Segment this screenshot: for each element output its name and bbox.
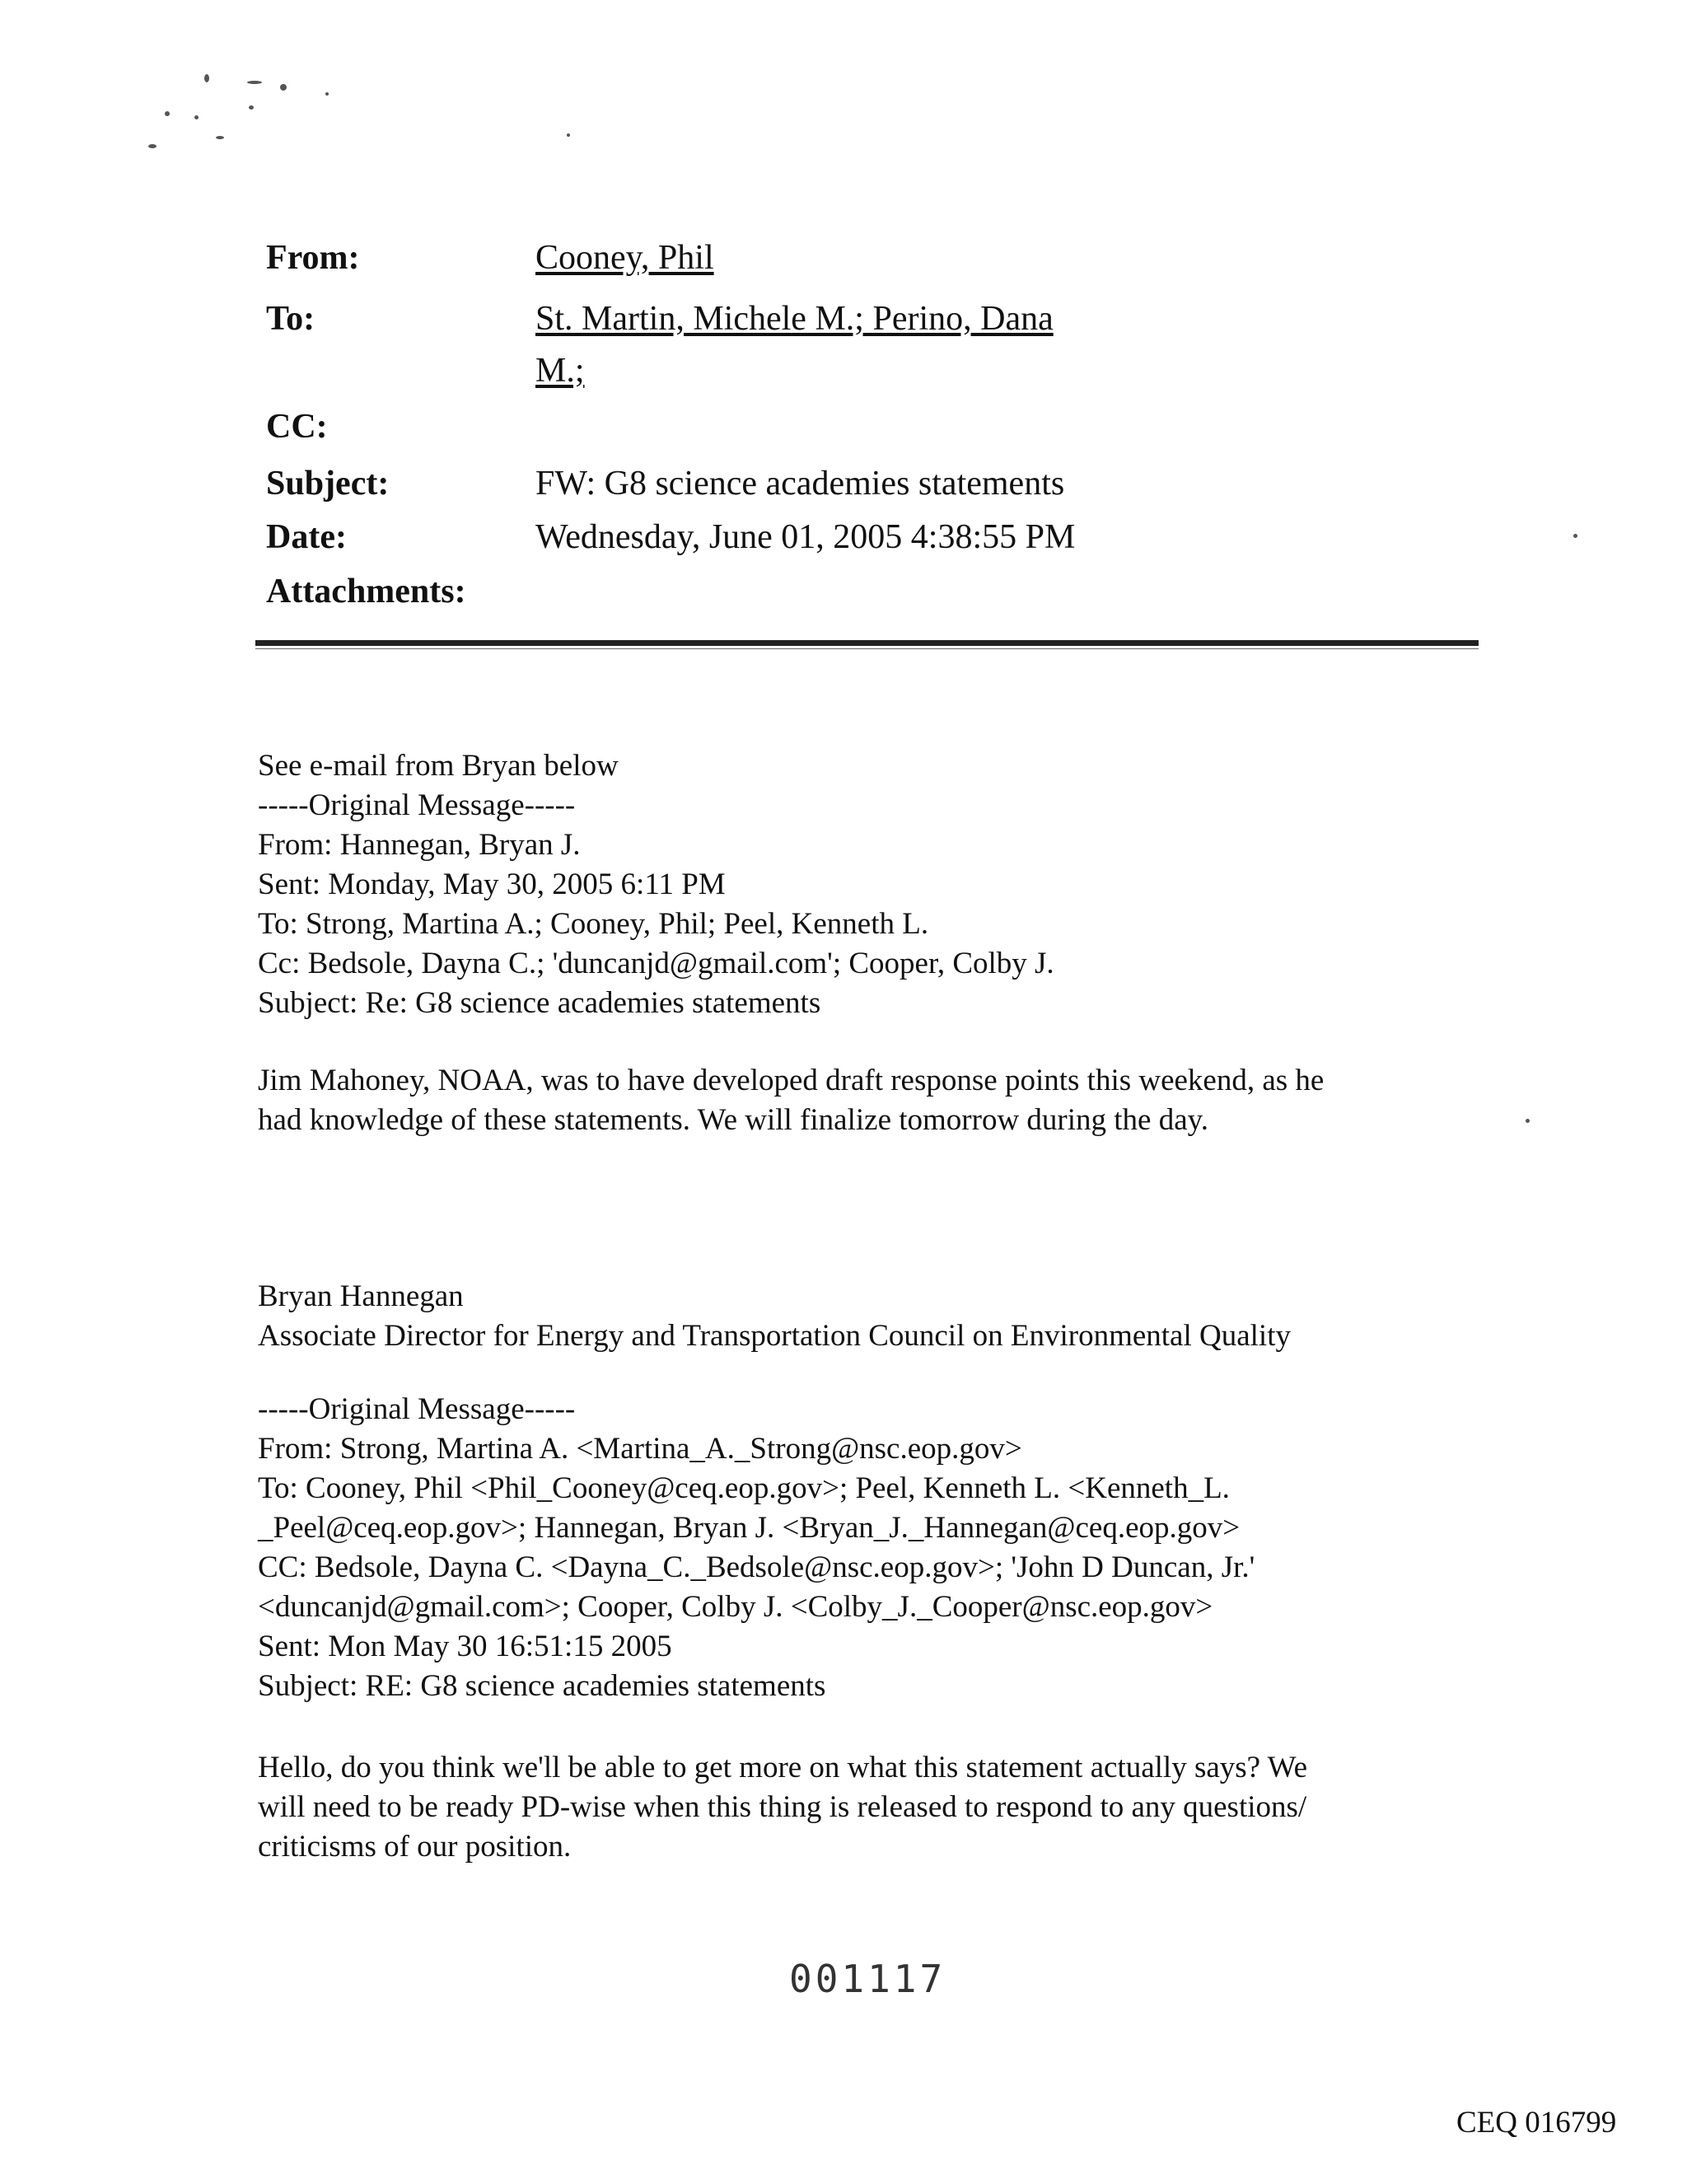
cc-label: CC: [266, 408, 328, 446]
msg2-sent: Sent: Mon May 30 16:51:15 2005 [258, 1630, 672, 1663]
msg2-subject: Subject: RE: G8 science academies statements [258, 1669, 826, 1703]
scan-speck [325, 92, 329, 96]
msg1-subject: Subject: Re: G8 science academies statements [258, 986, 821, 1020]
msg1-from: From: Hannegan, Bryan J. [258, 828, 581, 862]
original-message-2 [258, 1390, 1469, 1706]
page-stamp: 001117 [789, 1957, 946, 2001]
scan-speck [165, 111, 170, 116]
msg1-to: To: Strong, Martina A.; Cooney, Phil; Peel, Kenneth L. [258, 907, 929, 941]
msg1-text-line: Jim Mahoney, NOAA, was to have developed draft response points this weekend, as he [258, 1064, 1325, 1097]
scan-speck [216, 136, 224, 139]
from-label: From: [266, 239, 360, 277]
msg2-text [258, 1748, 1469, 1867]
bates-number: CEQ 016799 [1456, 2106, 1617, 2140]
msg1-cc: Cc: Bedsole, Dayna C.; 'duncanjd@gmail.com'; Cooper, Colby J. [258, 947, 1054, 980]
attachments-label: Attachments: [266, 573, 466, 610]
to-label: To: [266, 300, 315, 338]
scan-speck [249, 105, 254, 110]
msg2-cc-line: <duncanjd@gmail.com>; Cooper, Colby J. <Colby_J._Cooper@nsc.eop.gov> [258, 1590, 1213, 1624]
header-divider [255, 640, 1479, 646]
header-divider-shadow [255, 648, 1479, 649]
msg1-text [258, 1061, 1469, 1140]
scan-speck [204, 74, 209, 82]
date-value: Wednesday, June 01, 2005 4:38:55 PM [535, 518, 1076, 556]
signature-title: Associate Director for Energy and Transportation Council on Environmental Quality [258, 1319, 1291, 1353]
to-value-line1: St. Martin, Michele M.; Perino, Dana [535, 300, 1054, 338]
subject-label: Subject: [266, 465, 390, 503]
original-message-separator: -----Original Message----- [258, 1392, 576, 1426]
scan-speck [567, 133, 570, 137]
msg2-to-line: _Peel@ceq.eop.gov>; Hannegan, Bryan J. <Bryan_J._Hannegan@ceq.eop.gov> [258, 1511, 1241, 1545]
signature-name: Bryan Hannegan [258, 1279, 464, 1313]
to-value-line2: M.; [535, 352, 585, 390]
scan-speck [1573, 534, 1577, 538]
scan-speck [148, 144, 157, 148]
signature [258, 1277, 1469, 1356]
msg2-text-line: criticisms of our position. [258, 1830, 572, 1864]
scan-speck [247, 81, 262, 84]
forward-message [258, 746, 1469, 1023]
msg1-sent: Sent: Monday, May 30, 2005 6:11 PM [258, 868, 726, 901]
msg2-text-line: Hello, do you think we'll be able to get more on what this statement actually says? We [258, 1751, 1308, 1784]
subject-value: FW: G8 science academies statements [535, 465, 1065, 503]
original-message-separator: -----Original Message----- [258, 788, 576, 822]
msg2-to-line: To: Cooney, Phil <Phil_Cooney@ceq.eop.gov>; Peel, Kenneth L. <Kenneth_L. [258, 1471, 1230, 1505]
msg2-cc-line: CC: Bedsole, Dayna C. <Dayna_C._Bedsole@nsc.eop.gov>; 'John D Duncan, Jr.' [258, 1550, 1255, 1584]
scan-speck [194, 115, 199, 119]
intro-line: See e-mail from Bryan below [258, 749, 619, 783]
scan-speck [1526, 1119, 1530, 1123]
scan-speck [280, 84, 287, 91]
msg1-text-line: had knowledge of these statements. We will finalize tomorrow during the day. [258, 1103, 1208, 1137]
date-label: Date: [266, 518, 347, 556]
msg2-from: From: Strong, Martina A. <Martina_A._Strong@nsc.eop.gov> [258, 1432, 1022, 1466]
msg2-text-line: will need to be ready PD-wise when this thing is released to respond to any questions/ [258, 1790, 1307, 1824]
from-value: Cooney, Phil [535, 239, 714, 277]
